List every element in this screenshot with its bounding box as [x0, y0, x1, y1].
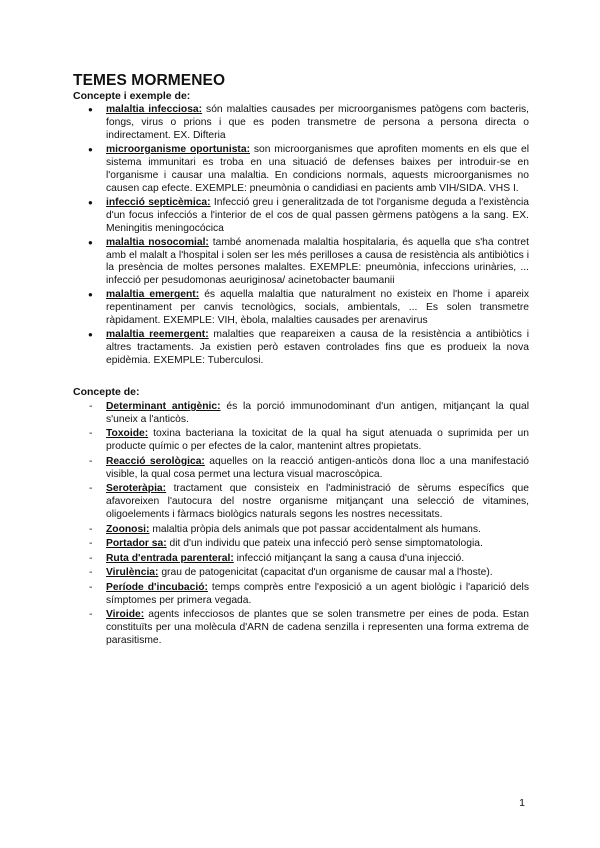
list-item	[88, 567, 529, 580]
term-label: Període d'incubació:	[106, 581, 208, 593]
term-definition: son microorganismes que aprofiten moments en els que el sistema immunitari es troba en una situació de defenses baixes per introduir-se en l'organisme i causar una malaltia. En condicions normals, aquests microorganismes no causen cap efecte. EXEMPLE: pneumònia o candidiasi en pacients amb VIH/SIDA. VHS I.	[106, 143, 529, 194]
term-definition: és aquella malaltia que naturalment no existeix en l'home i apareix repentinament per canvis tecnològics, socials, ambientals, ... Es solen transmetre ràpidament. EXEMPLE: VIH, èbola, malalties causades per arenavirus	[106, 289, 529, 327]
term-label: Zoonosi:	[106, 523, 150, 535]
list-item	[88, 289, 529, 328]
list-item	[88, 582, 529, 608]
list-item	[88, 524, 529, 537]
bullet-list	[88, 104, 529, 368]
term-definition: malaltia pròpia dels animals que pot passar accidentalment als humans.	[149, 523, 481, 535]
page-number: 1	[519, 797, 525, 809]
term-definition: aquelles on la reacció antigen-anticòs dona lloc a una manifestació visible, la qual cosa permet una lectura visual macroscòpica.	[106, 455, 529, 480]
term-label: Ruta d'entrada parenteral:	[106, 552, 234, 564]
document-content	[73, 72, 529, 649]
term-label: malaltia emergent:	[106, 289, 200, 301]
term-definition: infecció mitjançant la sang a causa d'una injecció.	[233, 552, 465, 564]
list-item	[88, 104, 529, 143]
term-label: Viroide:	[106, 609, 145, 620]
term-label: microorganisme oportunista:	[106, 143, 251, 155]
section-heading-2: Concepte de:	[73, 386, 140, 399]
list-item	[88, 428, 529, 454]
term-definition: temps comprès entre l'exposició a un agent biològic i l'aparició dels símptomes per primera vegada.	[106, 581, 529, 606]
term-definition: toxina bacteriana la toxicitat de la qual ha sigut atenuada o suprimida per un producte químic o per efectes de la calor, mantenint altres propietats.	[106, 428, 529, 453]
term-definition: Infecció greu i generalitzada de tot l'organisme deguda a l'existència d'un focus infecciós a l'interior de el cos de qual passen gèrmens patògens a la sang. EX. Meningitis meningocócica	[106, 196, 530, 234]
list-item	[88, 483, 529, 522]
dash-list	[88, 401, 529, 648]
list-item	[88, 609, 529, 648]
term-definition: és la porció immunodominant d'un antigen, mitjançant la qual s'uneix a l'anticòs.	[106, 401, 529, 425]
term-label: Virulència:	[106, 567, 159, 579]
term-definition: agents infecciosos de plantes que se solen transmetre per eines de poda. Estan constituïts per una molècula d'ARN de cadena senzilla i representen una forma extrema de parasitisme.	[106, 609, 529, 646]
list-item	[88, 237, 529, 289]
term-definition: són malalties causades per microorganismes patògens com bacteris, fongs, virus o prions i que es poden transmetre de persona a persona directa o indirectament. EX. Difteria	[106, 104, 529, 141]
term-label: Reacció serològica:	[106, 455, 205, 467]
list-item	[88, 197, 529, 236]
list-item	[88, 401, 529, 427]
term-label: Determinant antigènic:	[106, 401, 221, 413]
list-item	[88, 456, 529, 482]
list-item	[88, 144, 529, 196]
term-label: malaltia infecciosa:	[106, 104, 203, 115]
section-heading-1: Concepte i exemple de:	[73, 90, 191, 102]
list-item	[88, 553, 529, 566]
term-label: malaltia reemergent:	[106, 329, 209, 341]
term-definition: grau de patogenicitat (capacitat d'un organisme de causar mal a l'hoste).	[158, 567, 493, 579]
term-definition: tractament que consisteix en l'administració de sèrums específics que afavoreixen l'autocura del nostre organisme mitjançant una selecció de vitamines, oligoelements i fàrmacs biològics naturals segons les nostres necessitats.	[106, 483, 529, 521]
term-definition: dit d'un individu que pateix una infecció però sense simptomatologia.	[166, 538, 483, 550]
term-label: Toxoide:	[106, 428, 149, 440]
term-definition: malalties que reapareixen a causa de la resistència a antibiòtics i altres tractaments. Ja existien però estaven controlades fins que es produeix la nova epidèmia. EXEMPLE: Tuberculosi.	[106, 329, 529, 367]
term-label: Portador sa:	[106, 538, 167, 550]
term-label: infecció septicèmica:	[106, 196, 211, 208]
term-label: malaltia nosocomial:	[106, 236, 209, 248]
term-definition: també anomenada malaltia hospitalaria, és aquella que s'ha contret amb el malalt a l'hospital i solen ser les més perilloses a causa de resistència als antibiòtics i la presència de moltes persones malaltes. EXEMPLE: pneumònia, infeccions urinàries, ... infecció per pesudomonas aeuriginosa/ acinetobacter baumanii	[106, 236, 529, 287]
list-item	[88, 329, 529, 368]
term-label: Seroteràpia:	[106, 483, 167, 495]
list-item	[88, 538, 529, 551]
document-title: TEMES MORMENEO	[73, 72, 226, 89]
